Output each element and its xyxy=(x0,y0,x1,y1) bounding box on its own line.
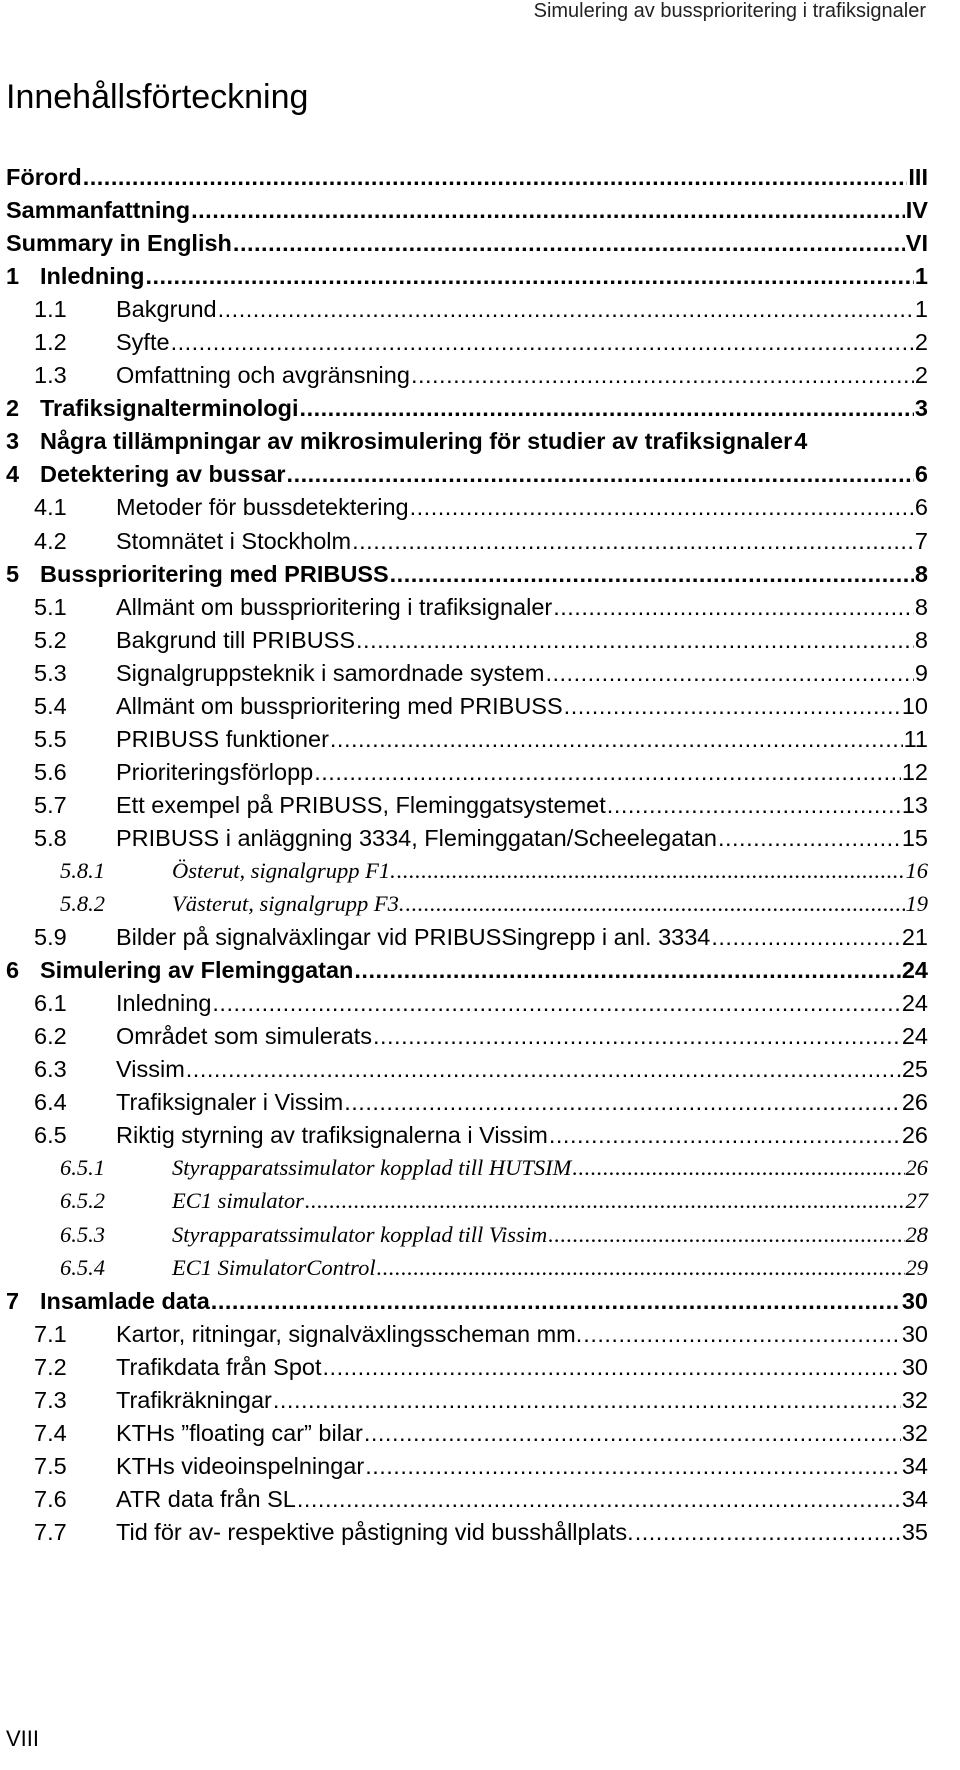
toc-entry[interactable] xyxy=(6,461,928,494)
toc-entry-page: 24 xyxy=(901,1023,928,1050)
toc-dot-leader xyxy=(390,561,914,588)
toc-entry-title: Bakgrund till PRIBUSS xyxy=(116,626,356,653)
toc-entry[interactable] xyxy=(6,1453,928,1486)
toc-dot-leader xyxy=(83,164,908,191)
toc-entry-number: 2 xyxy=(6,395,20,422)
toc-entry-number: 6 xyxy=(6,957,20,984)
toc-entry-title: Vissim xyxy=(116,1056,185,1083)
toc-entry[interactable] xyxy=(6,329,928,362)
toc-entry[interactable] xyxy=(6,792,928,825)
toc-entry-number: 7.3 xyxy=(34,1386,67,1413)
toc-entry-page: 21 xyxy=(901,924,928,951)
toc-dot-leader xyxy=(548,1222,904,1248)
toc-dot-leader xyxy=(607,792,901,819)
toc-entry-number: 7.7 xyxy=(34,1518,67,1545)
toc-entry-number: 4.1 xyxy=(34,494,67,521)
toc-entry-title: Prioriteringsförlopp xyxy=(116,758,314,785)
toc-dot-leader xyxy=(711,924,900,951)
toc-entry-page: 27 xyxy=(905,1188,928,1214)
toc-entry-number: 1.1 xyxy=(34,296,67,323)
toc-entry-title: Området som simulerats xyxy=(116,1023,372,1050)
toc-entry-number: 6.5.2 xyxy=(60,1188,105,1214)
toc-entry-page: 30 xyxy=(901,1320,928,1347)
toc-entry-number: 6.2 xyxy=(34,1023,67,1050)
toc-entry[interactable] xyxy=(6,1155,928,1188)
toc-entry[interactable] xyxy=(6,395,928,428)
toc-entry[interactable] xyxy=(6,693,928,726)
toc-entry-number: 5.5 xyxy=(34,725,67,752)
toc-entry-page: 6 xyxy=(914,461,928,488)
toc-dot-leader xyxy=(171,329,914,356)
toc-entry-number: 5.4 xyxy=(34,692,67,719)
toc-dot-leader xyxy=(314,759,901,786)
toc-entry-number: 5.8.1 xyxy=(60,857,105,883)
toc-entry-page: 30 xyxy=(901,1287,928,1314)
toc-entry-title: Ett exempel på PRIBUSS, Fleminggatsystemet xyxy=(116,791,606,818)
toc-entry[interactable] xyxy=(6,726,928,759)
toc-entry[interactable] xyxy=(6,1089,928,1122)
toc-entry[interactable] xyxy=(6,924,928,957)
toc-dot-leader xyxy=(365,1453,901,1480)
toc-dot-leader xyxy=(411,362,914,389)
toc-entry[interactable] xyxy=(6,1188,928,1221)
toc-entry-title: KTHs ”floating car” bilar xyxy=(116,1419,363,1446)
toc-entry-page: 9 xyxy=(914,659,928,686)
toc-entry-page: 24 xyxy=(901,990,928,1017)
toc-entry-number: 1 xyxy=(6,263,20,290)
toc-entry-title: Några tillämpningar av mikrosimulering för studier av trafiksignaler xyxy=(40,428,793,455)
toc-entry[interactable] xyxy=(6,1122,928,1155)
toc-dot-leader xyxy=(356,627,914,654)
toc-dot-leader xyxy=(273,1387,901,1414)
toc-entry-page: 34 xyxy=(901,1485,928,1512)
toc-entry-page: 12 xyxy=(901,758,928,785)
toc-entry-number: 6.3 xyxy=(34,1056,67,1083)
toc-entry-title: Inledning xyxy=(40,263,145,290)
toc-entry-page: 24 xyxy=(901,957,928,984)
toc-entry[interactable] xyxy=(6,528,928,561)
toc-entry-number: 6.4 xyxy=(34,1089,67,1116)
toc-entry[interactable] xyxy=(6,1486,928,1519)
toc-entry-title: Sammanfattning xyxy=(6,197,191,224)
toc-entry-page: III xyxy=(908,164,928,190)
toc-entry-title: PRIBUSS i anläggning 3334, Fleminggatan/Scheelegatan xyxy=(116,824,717,851)
toc-entry-number: 6.1 xyxy=(34,990,67,1017)
toc-entry[interactable] xyxy=(6,263,928,296)
toc-dot-leader xyxy=(233,230,905,257)
toc-dot-leader xyxy=(397,858,905,884)
toc-entry[interactable] xyxy=(6,660,928,693)
toc-dot-leader xyxy=(305,1188,905,1214)
toc-dot-leader xyxy=(352,528,914,555)
toc-entry-page: 7 xyxy=(914,527,928,554)
toc-dot-leader xyxy=(354,957,900,984)
toc-entry-page: 1 xyxy=(914,296,928,323)
toc-entry-title: Trafikräkningar xyxy=(116,1386,272,1413)
toc-entry-title: Stomnätet i Stockholm xyxy=(116,527,352,554)
toc-entry[interactable] xyxy=(6,1519,928,1552)
toc-entry-number: 5 xyxy=(6,560,20,587)
toc-entry-title: Omfattning och avgränsning xyxy=(116,362,410,389)
toc-entry-page: 2 xyxy=(914,329,928,356)
toc-entry-page: 10 xyxy=(901,692,928,719)
toc-dot-leader xyxy=(212,990,900,1017)
toc-entry-number: 5.6 xyxy=(34,758,67,785)
toc-entry[interactable] xyxy=(6,825,928,858)
toc-entry-title: Styrapparatssimulator kopplad till Vissim xyxy=(172,1221,548,1247)
toc-dot-leader xyxy=(553,594,914,621)
toc-entry-page: 2 xyxy=(914,362,928,389)
toc-entry-title: Styrapparatssimulator kopplad till HUTSIM xyxy=(172,1155,572,1181)
toc-entry[interactable] xyxy=(6,164,928,197)
toc-entry-page: 34 xyxy=(901,1452,928,1479)
toc-entry[interactable] xyxy=(6,362,928,395)
toc-entry-title: ATR data från SL xyxy=(116,1485,296,1512)
toc-entry-title: Riktig styrning av trafiksignalerna i Vissim xyxy=(116,1122,548,1149)
toc-dot-leader xyxy=(410,494,914,521)
toc-entry-page: 6 xyxy=(914,494,928,521)
toc-entry-title: Summary in English xyxy=(6,230,232,257)
toc-dot-leader xyxy=(373,1023,901,1050)
toc-entry-title: Inledning xyxy=(116,990,212,1017)
toc-entry-page: 26 xyxy=(901,1122,928,1149)
toc-entry-page: 19 xyxy=(905,891,928,917)
toc-entry-page: 8 xyxy=(914,626,928,653)
toc-dot-leader xyxy=(300,395,914,422)
toc-dot-leader xyxy=(572,1155,904,1181)
toc-dot-leader xyxy=(344,1089,901,1116)
toc-entry-number: 5.8 xyxy=(34,824,67,851)
toc-entry-page: 26 xyxy=(901,1089,928,1116)
toc-dot-leader xyxy=(211,1288,901,1315)
toc-entry-page: 3 xyxy=(914,395,928,422)
toc-dot-leader xyxy=(406,891,905,917)
toc-entry[interactable] xyxy=(6,1420,928,1453)
toc-entry-number: 5.1 xyxy=(34,593,67,620)
toc-entry-page: VI xyxy=(905,230,928,257)
toc-dot-leader xyxy=(377,1255,905,1281)
toc-entry-page: 30 xyxy=(901,1353,928,1380)
toc-entry-page: 29 xyxy=(905,1254,928,1280)
toc-entry-number: 5.7 xyxy=(34,791,67,818)
toc-entry-number: 6.5.3 xyxy=(60,1221,105,1247)
toc-entry[interactable] xyxy=(6,1321,928,1354)
toc-entry[interactable] xyxy=(6,230,928,263)
toc-entry-title: Västerut, signalgrupp F3. xyxy=(172,891,405,917)
toc-entry-title: Bussprioritering med PRIBUSS xyxy=(40,560,389,587)
toc-entry-number: 1.2 xyxy=(34,329,67,356)
toc-entry-title: KTHs videoinspelningar xyxy=(116,1452,365,1479)
toc-entry-page: 13 xyxy=(901,791,928,818)
toc-entry-title: Bilder på signalväxlingar vid PRIBUSSingrepp i anl. 3334 xyxy=(116,924,711,951)
toc-entry-title: EC1 simulator xyxy=(172,1188,304,1214)
toc-dot-leader xyxy=(364,1420,901,1447)
toc-entry-title: Allmänt om bussprioritering med PRIBUSS xyxy=(116,692,563,719)
toc-entry-number: 6.5.1 xyxy=(60,1155,105,1181)
running-header: Simulering av bussprioritering i trafiksignaler xyxy=(533,0,926,22)
toc-entry-title: Trafiksignaler i Vissim xyxy=(116,1089,344,1116)
toc-entry-title: Simulering av Fleminggatan xyxy=(40,957,354,984)
toc-entry-page: 32 xyxy=(901,1386,928,1413)
toc-entry[interactable] xyxy=(6,1255,928,1288)
toc-entry[interactable] xyxy=(6,1387,928,1420)
toc-entry-number: 3 xyxy=(6,428,20,455)
toc-entry[interactable] xyxy=(6,1056,928,1089)
toc-dot-leader xyxy=(186,1056,901,1083)
toc-entry[interactable] xyxy=(6,858,928,891)
toc-entry-page: 8 xyxy=(914,593,928,620)
toc-entry-number: 5.3 xyxy=(34,659,67,686)
toc-dot-leader xyxy=(145,263,913,290)
toc-dot-leader xyxy=(323,1354,901,1381)
toc-entry-page: 25 xyxy=(901,1056,928,1083)
table-of-contents xyxy=(6,164,928,1552)
toc-entry-number: 7.5 xyxy=(34,1452,67,1479)
toc-entry-number: 7.6 xyxy=(34,1485,67,1512)
toc-entry-number: 7.1 xyxy=(34,1320,67,1347)
toc-entry-page: 16 xyxy=(905,857,928,883)
toc-entry-page: 8 xyxy=(914,560,928,587)
toc-entry-page: 32 xyxy=(901,1419,928,1446)
toc-entry-number: 5.2 xyxy=(34,626,67,653)
toc-entry[interactable] xyxy=(6,1023,928,1056)
toc-entry[interactable] xyxy=(6,759,928,792)
toc-entry-number: 4.2 xyxy=(34,527,67,554)
toc-entry[interactable] xyxy=(6,1354,928,1387)
toc-entry-number: 6.5.4 xyxy=(60,1254,105,1280)
toc-entry-page: 28 xyxy=(905,1221,928,1247)
toc-dot-leader xyxy=(287,461,914,488)
toc-entry-number: 5.9 xyxy=(34,924,67,951)
toc-dot-leader xyxy=(297,1486,901,1513)
toc-dot-leader xyxy=(545,660,913,687)
toc-entry[interactable] xyxy=(6,957,928,990)
toc-dot-leader xyxy=(635,1519,901,1546)
toc-dot-leader xyxy=(718,825,901,852)
toc-entry[interactable] xyxy=(6,296,928,329)
toc-entry[interactable] xyxy=(6,1222,928,1255)
page-title: Innehållsförteckning xyxy=(6,78,309,116)
toc-entry[interactable] xyxy=(6,428,928,461)
toc-dot-leader xyxy=(564,693,901,720)
toc-entry-title: Förord xyxy=(6,164,82,190)
page-number: VIII xyxy=(6,1726,40,1751)
toc-entry-title: Trafikdata från Spot xyxy=(116,1353,322,1380)
toc-dot-leader xyxy=(218,296,914,323)
toc-entry[interactable] xyxy=(6,561,928,594)
toc-entry[interactable] xyxy=(6,627,928,660)
toc-entry-title: Signalgruppsteknik i samordnade system xyxy=(116,659,545,686)
toc-entry-title: Tid för av- respektive påstigning vid busshållplats. xyxy=(116,1518,634,1545)
toc-entry-number: 6.5 xyxy=(34,1122,67,1149)
toc-entry-page: 26 xyxy=(905,1155,928,1181)
toc-entry-title: Bakgrund xyxy=(116,296,217,323)
toc-entry-page: 15 xyxy=(901,824,928,851)
toc-entry-title: Metoder för bussdetektering xyxy=(116,494,409,521)
toc-entry-number: 1.3 xyxy=(34,362,67,389)
toc-entry-page: 35 xyxy=(901,1518,928,1545)
toc-entry-title: Österut, signalgrupp F1. xyxy=(172,857,396,883)
toc-entry-page: 4 xyxy=(794,428,808,455)
toc-entry[interactable] xyxy=(6,494,928,527)
toc-entry-title: Trafiksignalterminologi xyxy=(40,395,299,422)
toc-entry[interactable] xyxy=(6,891,928,924)
toc-dot-leader xyxy=(191,197,905,224)
toc-entry-number: 5.8.2 xyxy=(60,891,105,917)
toc-entry[interactable] xyxy=(6,990,928,1023)
toc-entry-number: 7.2 xyxy=(34,1353,67,1380)
toc-entry-number: 7 xyxy=(6,1287,20,1314)
toc-entry-page: 11 xyxy=(903,725,928,752)
toc-entry-title: Allmänt om bussprioritering i trafiksignaler xyxy=(116,593,553,620)
toc-entry-title: Kartor, ritningar, signalväxlingsscheman mm. xyxy=(116,1320,583,1347)
toc-entry[interactable] xyxy=(6,1288,928,1321)
toc-entry-title: Insamlade data xyxy=(40,1287,210,1314)
toc-entry-number: 7.4 xyxy=(34,1419,67,1446)
toc-entry-title: PRIBUSS funktioner xyxy=(116,725,329,752)
toc-dot-leader xyxy=(583,1321,901,1348)
toc-entry[interactable] xyxy=(6,197,928,230)
toc-entry-title: Detektering av bussar xyxy=(40,461,286,488)
toc-entry-title: EC1 SimulatorControl xyxy=(172,1254,376,1280)
toc-entry[interactable] xyxy=(6,594,928,627)
toc-dot-leader xyxy=(549,1122,901,1149)
toc-dot-leader xyxy=(330,726,903,753)
toc-entry-number: 4 xyxy=(6,461,20,488)
toc-entry-page: IV xyxy=(905,197,928,224)
toc-entry-page: 1 xyxy=(914,263,928,290)
toc-entry-title: Syfte xyxy=(116,329,170,356)
